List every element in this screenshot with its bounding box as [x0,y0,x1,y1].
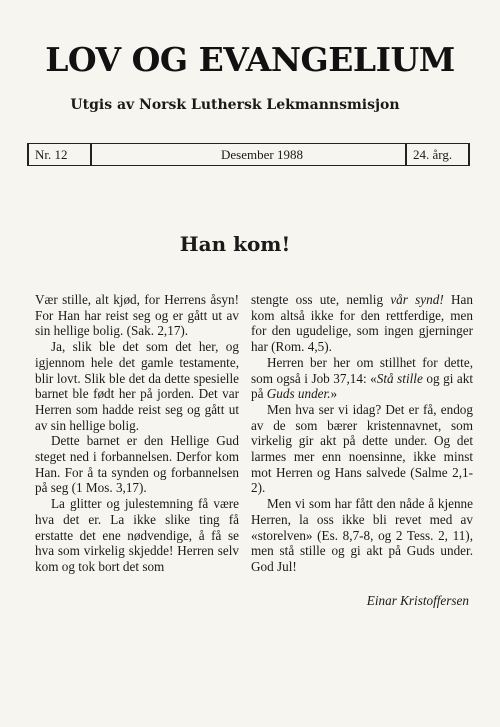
info-bar-divider [468,144,470,165]
info-bar-divider [90,144,92,165]
article-paragraph: La glitter og julestemning få være hva det er. La ikke slike ting få erstatte det ene nødvendige, å få se hva som virkelig skjedde! Herren selv kom og tok bort det som [35,496,239,574]
info-bar-divider [405,144,407,165]
issue-date: Desember 1988 [221,147,303,162]
article-paragraph: stengte oss ute, nemlig vår synd! Han kom altså ikke for den rettferdige, men for den ugudelige, som ingen gjerninger har (Rom. 4,5). [251,292,473,355]
masthead-title: LOV OG EVANGELIUM [45,40,455,79]
article-left-column [35,292,239,575]
article-paragraph: Men vi som har fått den nåde å kjenne Herren, la oss ikke bli revet med av «storelven» (Es. 8,7-8, og 2 Tess. 2, 11), men stå stille og gi akt på Guds under. God Jul! [251,496,473,574]
article-headline: Han kom! [179,232,291,256]
article-paragraph: Dette barnet er den Hellige Gud steget ned i forbannelsen. Derfor kom Han. For å ta synden og forbannelsen på seg (1 Mos. 3,17). [35,433,239,496]
article-paragraph: Men hva ser vi idag? Det er få, endog av de som bærer kristennavnet, som virkelig gir akt på dette under. Og det larmes mer enn noensinne, ikke minst mot Herren og Hans salvede (Salme 2,1-2). [251,401,473,496]
info-bar-divider [27,144,29,165]
article-right-column [251,292,473,575]
author-signature: Einar Kristoffersen [366,593,469,608]
publisher-subtitle: Utgis av Norsk Luthersk Lekmannsmisjon [70,97,400,113]
article-paragraph: Herren ber her om stillhet for dette, som også i Job 37,14: «Stå stille og gi akt på Guds under.» [251,354,474,402]
article-paragraph: Ja, slik ble det som det her, og igjennom hele det gamle testamente, blir lovt. Slik ble det da dette spesielle barnet ble født her på jorden. Det var Herren som hadde reist seg og gått ut av sin hellige bolig. [35,339,239,433]
issue-info-bar [27,143,470,166]
article-paragraph: Vær stille, alt kjød, for Herrens åsyn! For Han har reist seg og er gått ut av sin hellige bolig. (Sak. 2,17). [35,292,239,339]
issue-number: Nr. 12 [35,147,68,162]
volume-label: 24. årg. [413,147,453,162]
